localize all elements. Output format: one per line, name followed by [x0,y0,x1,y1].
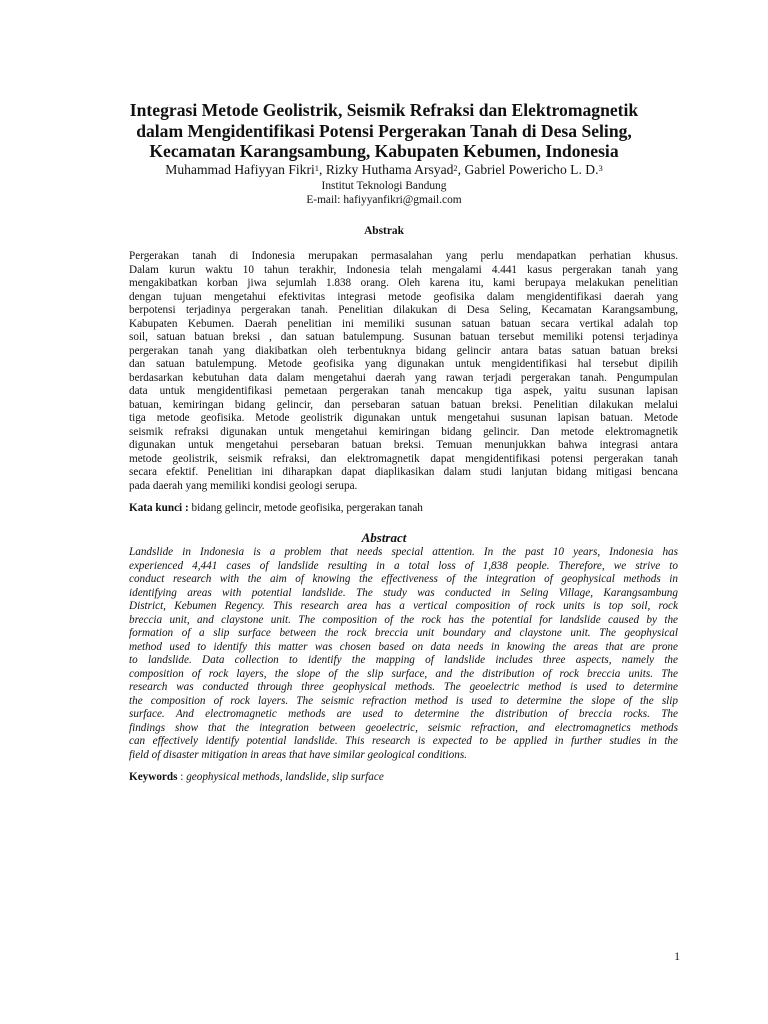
abstrak-line: mengakibatkan korban jiwa sejumlah 1.838 orang. Oleh karena itu, kami berupaya melakukan penelitian [129,277,678,289]
abstrak-line: soil, satuan batuan breksi , dan satuan batulempung. Susunan batuan tersebut memiliki potensi terjadinya [129,331,678,343]
title-line: Kecamatan Karangsambung, Kabupaten Kebumen, Indonesia [149,141,619,161]
affiliation: Institut Teknologi Bandung [321,180,447,192]
abstrak-line: pergerakan tanah yang diakibatkan oleh terbentuknya bidang gelincir antara batas satuan batuan breksi [129,344,678,357]
keywords [129,771,678,785]
abstrak-line: dan satuan batulempung. Metode geofisika yang digunakan untuk mengidentifikasi hal tersebut dipilih [129,358,678,370]
abstrak-line: berdasarkan kebutuhan data dalam mengetahui daerah yang rawan terjadi pergerakan tanah. Pengumpulan [129,371,678,384]
abstract-line: formation of a slip surface between the rock breccia unit boundary and claystone unit. The geophysical [129,627,678,639]
abstrak-line: digunakan untuk mengetahui persebaran batuan breksi. Temuan menunjukkan bahwa integrasi antara [129,439,678,451]
abstract-line: the composition of rock layers. The seismic refraction method is used to determine the slope of the slip [129,694,678,707]
abstract-line: identifying areas with potential landslide. The study was conducted in Seling Village, Karangsambung [129,586,678,599]
abstract-line: Landslide in Indonesia is a problem that needs special attention. In the past 10 years, Indonesia has [129,546,678,558]
abstrak-line: tiga metode geofisika. Metode geolistrik digunakan untuk mengetahui susunan lapisan batuan. Metode [129,412,678,424]
abstract-line: findings show that the integration between geoelectric, seismic refraction, and electromagnetics methods [129,721,678,734]
author-affiliation-mark: 3 [598,163,603,173]
author-name: Rizky Huthama Arsyad [325,162,454,177]
page-number: 1 [674,951,680,963]
kata-kunci-values: bidang gelincir, metode geofisika, pergerakan tanah [191,502,423,514]
abstract-line: method used to identify this matter was chosen based on data needs in knowing the areas that are prone [129,640,678,653]
keywords-separator: : [177,771,187,783]
abstrak-line: pada daerah yang memiliki kondisi geologi serupa. [129,479,358,492]
abstract-heading: Abstract [361,530,407,545]
abstrak-line: seismik refraksi digunakan untuk mengetahui kemiringan bidang gelincir. Dan metode elektromagnetik [129,425,678,438]
abstract-line: can effectively identify potential landslide. This research is expected to be applied in further studies in the [129,735,678,747]
abstrak-line: metode geolistrik, seismik refraksi, dan elektromagnetik dapat mengidentifikasi potensi pergerakan tanah [129,452,678,465]
title-line: dalam Mengidentifikasi Potensi Pergerakan Tanah di Desa Seling, [136,120,632,141]
abstrak-line: secara efektif. Penelitian ini diharapkan dapat diaplikasikan dalam studi lanjutan bidang mitigasi bencana [129,466,678,478]
author-affiliation-mark: 2 [453,163,458,173]
abstract-line: surface. And electromagnetic methods are used to determine the distribution of breccia rocks. The [129,708,678,720]
keywords-label: Keywords [129,771,178,783]
abstrak-line: dengan tujuan mengetahui efektivitas integrasi metode geofisika dalam mengidentifikasi daerah yang [129,290,678,303]
abstract-line: breccia unit, and claystone unit. The composition of the rock has the potential for landslide caused by the [129,613,678,626]
title-line: Integrasi Metode Geolistrik, Seismik Refraksi dan Elektromagnetik [129,100,639,120]
kata-kunci [129,502,678,516]
abstract-line: to landslide. Data collection to identify the mapping of landslide includes three aspects, namely the [129,654,678,666]
kata-kunci-label: Kata kunci : [129,502,189,514]
paper-title [60,100,708,162]
abstract-line: composition of rock layers, the slope of the slip surface, and the distribution of rock breccia units. The [129,667,678,680]
author-name: Muhammad Hafiyyan Fikri [165,162,315,177]
abstract-line: field of disaster mitigation in areas that have similar geological conditions. [129,748,467,761]
abstrak-line: Pergerakan tanah di Indonesia merupakan permasalahan yang perlu mendapatkan perhatian khusus. [129,250,678,262]
abstract-line: research was conducted through three geophysical methods. The geoelectric method is used to determine [129,681,678,693]
abstract-line: District, Kebumen Regency. This research area has a vertical composition of rock units is top soil, rock [129,600,678,612]
abstrak-line: Dalam kurun waktu 10 tahun terakhir, Indonesia telah mengalami 4.441 kasus pergerakan tanah yang [129,263,678,276]
author-separator: , [319,162,326,177]
author-name: Gabriel Powericho L. D. [464,162,599,177]
abstract-line: conduct research with the aim of knowing the effectiveness of the integration of geophysical methods in [129,573,678,585]
abstrak-line: Kabupaten Kebumen. Daerah penelitian ini memiliki susunan satuan batuan secara vertikal adalah top [129,317,678,330]
abstrak-body [129,250,678,493]
author-email: E-mail: hafiyyanfikri@gmail.com [306,194,462,206]
abstrak-heading: Abstrak [364,225,404,237]
abstract-body [129,546,678,762]
abstrak-line: batuan, kemiringan bidang gelincir, dan persebaran satuan batuan breksi. Penelitian dilakukan melalui [129,398,678,411]
author-list [40,162,728,178]
abstrak-line: data untuk mengidentifikasi pemetaan pergerakan tanah mencakup tiga aspek, yaitu susunan lapisan [129,385,678,397]
abstrak-line: berpotensi terjadinya pergerakan tanah. Penelitian dilakukan di Desa Seling, Kecamatan Karangsambung, [129,304,678,316]
keywords-values: geophysical methods, landslide, slip surface [186,771,384,783]
author-affiliation-mark: 1 [314,163,320,173]
abstract-line: experienced 4,441 cases of landslide resulting in a total loss of 1,838 people. Therefore, we strive to [129,559,678,572]
author-separator: , [457,162,465,177]
